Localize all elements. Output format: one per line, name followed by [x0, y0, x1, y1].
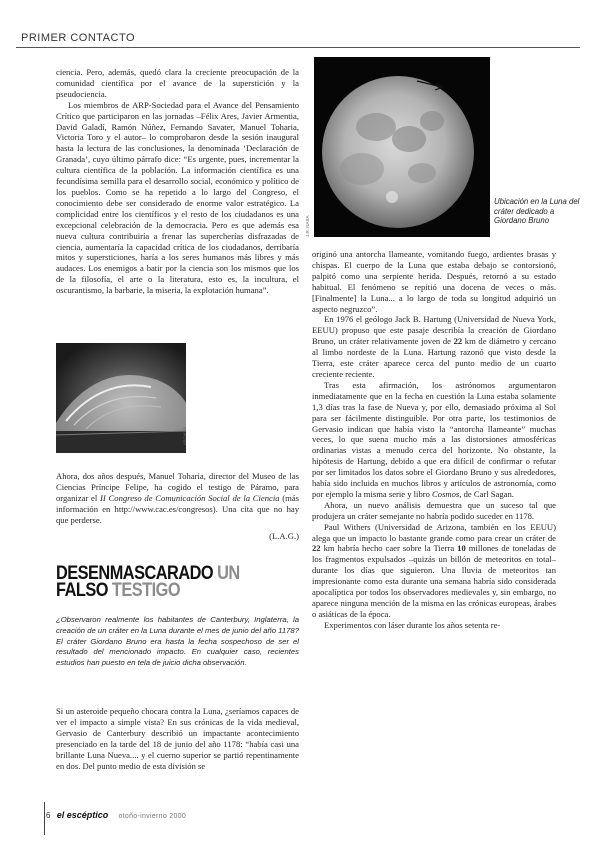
- paragraph: Ahora, un nuevo análisis demuestra que un suceso tal que produjera un cráter semejante no habría podido suceder en 1178.: [312, 499, 556, 521]
- paragraph-text: (más información en http://www.cac.es/congresos). Una cita que no hay que perderse.: [56, 492, 300, 525]
- paragraph: ciencia. Pero, además, quedó clara la creciente preocupación de la comunidad científica por el avance de la superstición y la pseudociencia.: [56, 67, 299, 99]
- title-part: DESENMASCARADO: [56, 563, 218, 584]
- book-title: Cosmos: [432, 488, 460, 499]
- footer-rule: [44, 802, 45, 835]
- paragraph: [312, 380, 556, 500]
- paragraph-text: km de diámetro y cercano al limbo nordeste de la Luna. Hartung razonó que visto desde la Tierra, este cráter aparece cerca del punto medio de un cuarto creciente reciente.: [312, 336, 557, 379]
- paragraph: [312, 522, 556, 620]
- number: 22: [453, 336, 463, 347]
- paragraph: [312, 314, 556, 379]
- paragraph-text: Ahora, dos años después, Manuel Toharia, director del Museo de las Ciencias Príncipe Felipe, ha cogido el testigo de Páramo, para organizar el: [56, 471, 299, 503]
- article-body-start: Si un asteroide pequeño chocara contra la Luna, ¿seríamos capaces de ver el impacto a simple vista? En sus crónicas de la vida medieval, Gervasio de Canterbury describió un impactante acontecimiento presenciado en la tarde del 18 de junio del año 1178: “había casi una brillante Luna Nueva.... y el cuerno superior se partió repentinamente en dos. Del punto medio de esta división se: [56, 706, 299, 771]
- left-column-continuation: [56, 471, 299, 541]
- footer: [46, 810, 186, 820]
- paragraph: originó una antorcha llameante, vomitando fuego, ardientes brasas y chispas. El cuerpo de la Luna que estaba debajo se contorsionó, palpitó como una serpiente herida. Después, retornó a su estado habitual. El fenómeno se repitió una docena de veces o más. [Finalmente] la Luna... a lo largo de toda su longitud adquirió un aspecto negruzco”.: [312, 249, 556, 314]
- paragraph: Experimentos con láser durante los años setenta re-: [324, 619, 501, 630]
- moon-caption: Ubicación en la Luna del cráter dedicado a Giordano Bruno: [494, 197, 580, 226]
- section-header: PRIMER CONTACTO: [21, 32, 136, 44]
- magazine-brand: el escéptico: [56, 810, 109, 820]
- paragraph-text: millones de toneladas de los fragmentos expulsados –quizás un billón de meteoritos en total– durante los días que siguieron. Una lluvia de meteoritos tan impresionante como esta durante una semana habría sido considerada apocalíptica por todos los observadores medievales y, sin embargo, no aparece ninguna mención de la misma en las crónicas europeas, árabes o asiáticas de la época.: [312, 543, 556, 619]
- left-column-text: [56, 67, 299, 296]
- paragraph: [56, 100, 299, 296]
- right-column-text: [312, 249, 556, 631]
- moon-photo: [314, 57, 490, 237]
- number: 10: [457, 543, 466, 554]
- paragraph-text: km habría hecho caer sobre la Tierra: [320, 543, 458, 554]
- title-part: FALSO: [56, 580, 112, 601]
- number: 22: [312, 543, 321, 554]
- science-museum-photo: [56, 343, 186, 453]
- title-part: TESTIGO: [111, 580, 181, 601]
- page-number: 6: [46, 811, 51, 820]
- congress-title: II Congreso de Comunicación Social de la Ciencia: [100, 492, 280, 503]
- photo-credit: ARCHIVO: [182, 426, 187, 445]
- author-signature: (L.A.G.): [269, 530, 299, 541]
- photo-credit: J.R. NASA: [305, 215, 310, 237]
- paragraph-text: Los miembros de ARP-Sociedad para el Avance del Pensamiento Crítico que participaron en las jornadas –Félix Ares, Javier Armentia, David Galadí, Ramón Núñez, Fernando Savater, Manuel Toharia, Victoria Toro y el autor– lo comprobaron desde la sesión inaugural hasta la lectura de las conclusiones, la denominada ‘Declaración de Granada’, cuyo último párrafo dice: “Es urgente, pues, incrementar la cultura científica de la población. La información científica es una fecundísima semilla para el desarrollo social, económico y político de los pueblos. Como se ha repetido a lo largo del Congreso, el conocimiento debe ser considerado de enorme valor estratégico. La complicidad entre los científicos y el resto de los ciudadanos es una excepcional celebración de la democracia. Pero es que además esa nueva cultura contribuiría a frenar las supercherías disfrazadas de ciencia, aumentaría la capacidad crítica de los ciudadanos, derribaría mitos y supersticiones, haría a los seres humanos más libres y más audaces. Los enemigos a batir por la ciencia son los mismos que los de la filosofía, el arte o la literatura, esto es, la incultura, el oscurantismo, la barbarie, la miseria, la explotación humana”.: [56, 99, 299, 296]
- paragraph-text: En 1976 el geólogo Jack B. Hartung (Universidad de Nueva York, EEUU) propuso que este pasaje describía la creación de Giordano Bruno, un cráter relativamente joven de: [312, 314, 556, 347]
- issue-label: otoño-invierno 2000: [118, 813, 187, 820]
- paragraph: [56, 471, 299, 526]
- paragraph-text: Paul Withers (Universidad de Arizona, también en los EEUU) alega que un impacto lo bastante grande como para crear un cráter de: [312, 521, 556, 543]
- title-part: UN: [217, 563, 240, 584]
- paragraph-text: Tras esta afirmación, los astrónomos argumentaron inmediatamente que en la fecha en cuestión la Luna estaba solamente 1,3 días tras la fase de Nueva y, por ello, demasiado próxima al Sol para ser fácilmente distinguible. Por otra parte, los testimonios de Gervasio indican que había visto la “antorcha llameante” muchas veces, lo que suena mucho más a las distorsiones atmosféricas ordinarias vistas a menudo cerca del horizonte. No obstante, la hipótesis de Hartung, debido a que era difícil de confirmar o refutar por ser limitados los datos sobre el Giordano Bruno y sus alrededores, había sido incluida en muchos libros y artículos de astronomía, como por ejemplo la misma serie y libro: [312, 379, 556, 499]
- header-divider: [16, 47, 580, 48]
- paragraph-text: , de Carl Sagan.: [459, 488, 514, 499]
- article-title: [56, 565, 305, 599]
- article-lead: ¿Observaron realmente los habitantes de Canterbury, Inglaterra, la creación de un cráter en la Luna durante el mes de junio del año 1178? El cráter Giordano Bruno era hasta la fecha sospechoso de ser el resultado del mencionado impacto. En cualquier caso, recientes estudios han puesto en tela de juicio dicha observación.: [56, 615, 299, 668]
